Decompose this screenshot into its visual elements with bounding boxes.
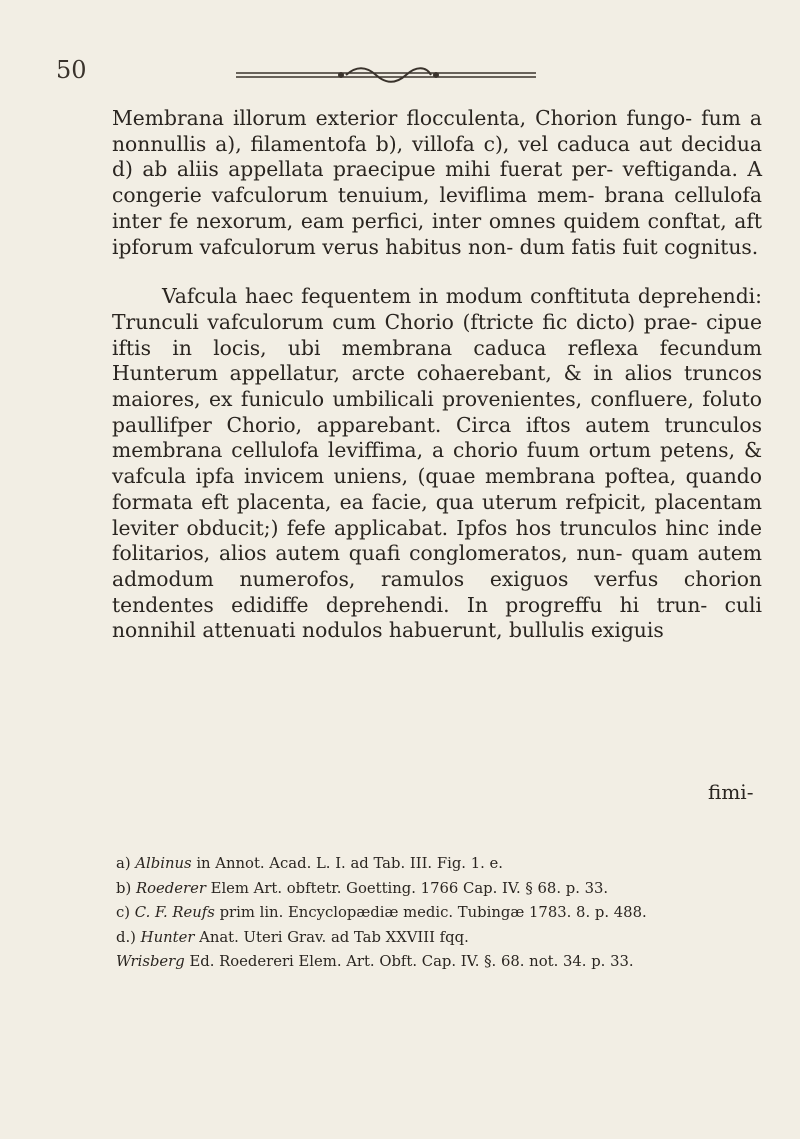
- footnote-text: Elem Art. obftetr. Goetting. 1766 Cap. IV. § 68. p. 33.: [210, 879, 609, 897]
- footnote-c: [116, 901, 766, 926]
- footnote-text: in Annot. Acad. L. I. ad Tab. III. Fig. 1. e.: [196, 855, 503, 872]
- footnote-text: prim lin. Encyclopædiæ medic. Tubingæ 1783. 8. p. 488.: [219, 904, 647, 921]
- footnote-mark: b): [116, 879, 132, 897]
- header-ornament: [236, 64, 536, 86]
- footnote-b: [116, 877, 766, 902]
- footnotes: [116, 852, 766, 975]
- footnote-mark: c): [116, 904, 131, 921]
- footnote-author: Roederer: [135, 879, 206, 897]
- footnote-a: [116, 852, 766, 877]
- paragraph-1: Membrana illorum exterior flocculenta, Chorion fungo- fum a nonnullis a), filamentofa b), villofa c), vel caduca aut decidua d) ab aliis appellata praecipue mihi fuerat per- veftiganda. A congerie vafculorum tenuium, leviflima mem- brana cellulofa inter fe nexorum, eam perfici, inter omnes quidem conftat, aft ipforum vafculorum verus habitus non- dum fatis fuit cognitus.: [112, 106, 762, 259]
- catchword: fimi-: [708, 780, 754, 804]
- footnote-d: [116, 926, 766, 951]
- main-text: [112, 106, 762, 644]
- footnote-mark: d.): [116, 928, 136, 946]
- footnote-author: Albinus: [135, 855, 192, 872]
- footnote-author: Hunter: [140, 928, 195, 946]
- footnote-d-continued: [116, 950, 766, 975]
- footnote-text: Ed. Roedereri Elem. Art. Obft. Cap. IV. §. 68. not. 34. p. 33.: [189, 953, 634, 970]
- footnote-mark: a): [116, 855, 131, 872]
- footnote-text: Anat. Uteri Grav. ad Tab XXVIII fqq.: [199, 928, 469, 946]
- footnote-author: C. F. Reufs: [134, 904, 215, 921]
- footnote-author: Wrisberg: [116, 953, 185, 970]
- paragraph-2: Vafcula haec fequentem in modum conftituta deprehendi: Trunculi vafculorum cum Chorio (ftricte fic dicto) prae- cipue iftis in locis, ubi membrana caduca reflexa fecundum Hunterum appellatur, arcte cohaerebant, & in alios truncos maiores, ex funiculo umbilicali provenientes, confluere, foluto paullifper Chorio, apparebant. Circa iftos autem trunculos membrana cellulofa leviffima, a chorio fuum ortum petens, & vafcula ipfa invicem uniens, (quae membrana poftea, quando formata eft placenta, ea facie, qua uterum refpicit, placentam leviter obducit;) fefe applicabat. Ipfos hos trunculos hinc inde folitarios, alios autem quafi conglomeratos, nun- quam autem admodum numerofos, ramulos exiguos verfus chorion tendentes edidiffe deprehendi. In progreffu hi trun- culi nonnihil attenuati nodulos habuerunt, bullulis exiguis: [112, 284, 762, 643]
- page-number: 50: [56, 56, 87, 84]
